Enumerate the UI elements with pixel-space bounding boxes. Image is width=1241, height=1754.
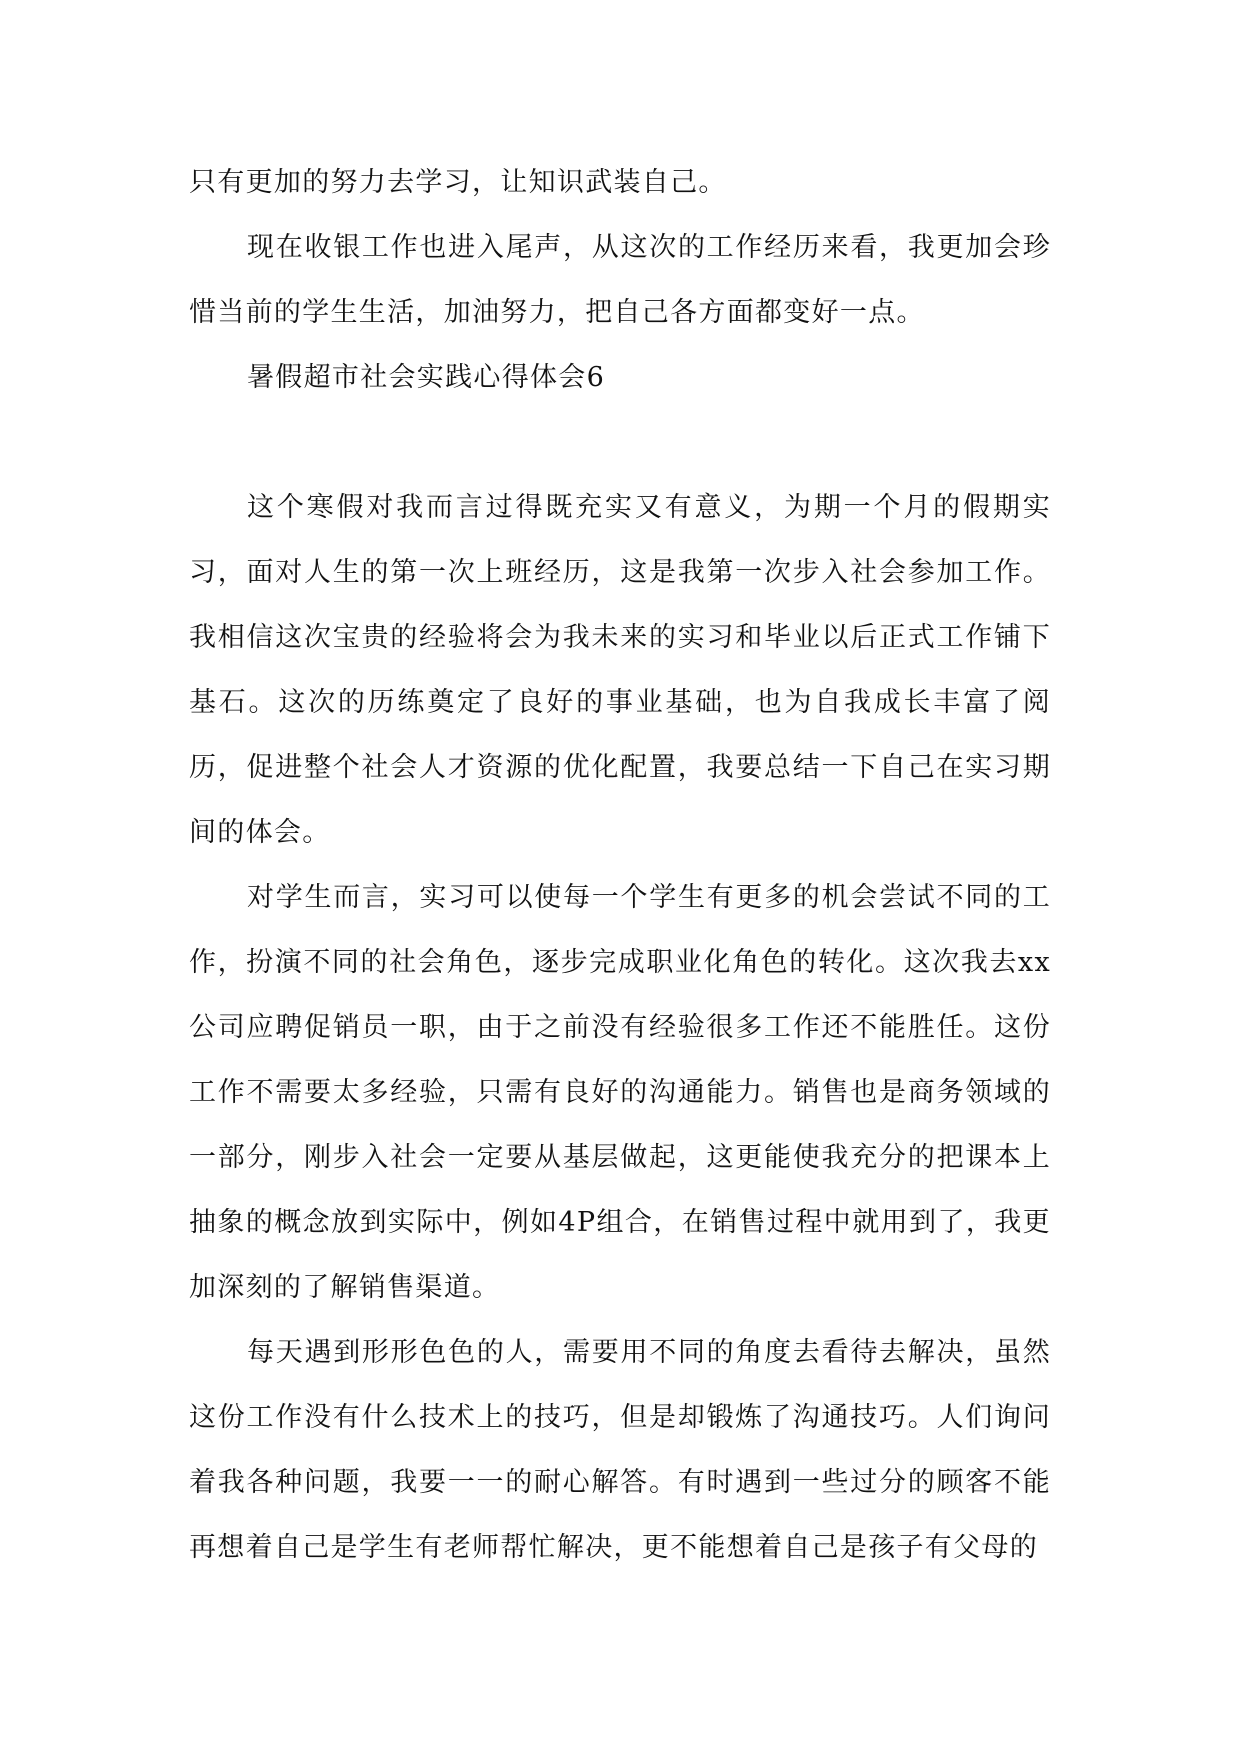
section-heading: 暑假超市社会实践心得体会6 [247, 362, 606, 393]
paragraph-2: 现在收银工作也进入尾声，从这次的工作经历来看，我更加会珍惜当前的学生生活，加油努力，把自己各方面都变好一点。 [189, 232, 1051, 328]
paragraph-3: 这个寒假对我而言过得既充实又有意义，为期一个月的假期实习，面对人生的第一次上班经历，这是我第一次步入社会参加工作。我相信这次宝贵的经验将会为我未来的实习和毕业以后正式工作铺下基石。这次的历练奠定了良好的事业基础，也为自我成长丰富了阅历，促进整个社会人才资源的优化配置，我要总结一下自己在实习期间的体会。 [189, 492, 1051, 848]
document-body [189, 150, 1051, 1580]
paragraph-4: 对学生而言，实习可以使每一个学生有更多的机会尝试不同的工作，扮演不同的社会角色，逐步完成职业化角色的转化。这次我去xx公司应聘促销员一职，由于之前没有经验很多工作还不能胜任。这份工作不需要太多经验，只需有良好的沟通能力。销售也是商务领域的一部分，刚步入社会一定要从基层做起，这更能使我充分的把课本上抽象的概念放到实际中，例如4P组合，在销售过程中就用到了，我更加深刻的了解销售渠道。 [189, 882, 1051, 1303]
paragraph-1: 只有更加的努力去学习，让知识武装自己。 [189, 167, 727, 198]
paragraph-5: 每天遇到形形色色的人，需要用不同的角度去看待去解决，虽然这份工作没有什么技术上的技巧，但是却锻炼了沟通技巧。人们询问着我各种问题，我要一一的耐心解答。有时遇到一些过分的顾客不能再想着自己是学生有老师帮忙解决，更不能想着自己是孩子有父母的 [189, 1337, 1051, 1563]
